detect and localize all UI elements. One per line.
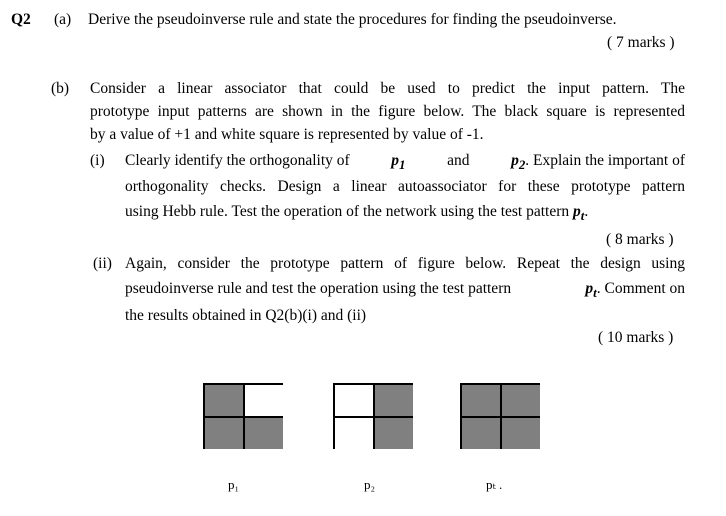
part-b-line-1: Consider a linear associator that could be used to predict the input pattern. The — [90, 80, 685, 97]
sub-ii-line-3: the results obtained in Q2(b)(i) and (ii) — [125, 307, 367, 324]
pattern-1-cell-1 — [205, 385, 243, 416]
symbol-p2: $p_2$ — [511, 152, 526, 173]
part-b-line-3: by a value of +1 and white square is represented by value of -1. — [90, 126, 484, 143]
symbol-p2-group: $p_2$. Explain the important of — [511, 152, 685, 173]
pattern-2-cell-1 — [335, 385, 373, 416]
pattern-2-hline — [335, 416, 411, 418]
pattern-1-cell-4 — [245, 418, 283, 449]
pattern-1-hline — [205, 416, 281, 418]
question-number: Q2 — [11, 11, 31, 28]
part-a-text: Derive the pseudoinverse rule and state the procedures for finding the pseudoinverse. — [88, 11, 617, 28]
pattern-3-cell-2 — [502, 385, 540, 416]
part-b-label: (b) — [51, 80, 70, 97]
pattern-1-cell-2 — [245, 385, 283, 416]
sub-i-and: and — [447, 152, 470, 169]
pattern-1-label: p₁ — [228, 477, 240, 492]
symbol-pt-ii: $p_t$ — [585, 280, 597, 301]
part-a-marks: ( 7 marks ) — [607, 34, 675, 51]
pattern-3-hline — [462, 416, 538, 418]
symbol-pt-ii-group: $p_t$. Comment on — [585, 280, 685, 301]
pattern-1-cell-3 — [205, 418, 243, 449]
sub-i-label: (i) — [90, 152, 105, 169]
pattern-1-grid — [203, 383, 283, 449]
pattern-2-cell-4 — [375, 418, 413, 449]
pattern-2-cell-3 — [335, 418, 373, 449]
pattern-2-label: p₂ — [364, 477, 376, 492]
pattern-3-cell-1 — [462, 385, 500, 416]
sub-i-line-1-pre: Clearly identify the orthogonality of — [125, 152, 350, 169]
sub-i-line-2: orthogonality checks. Design a linear autoassociator for these prototype pattern — [125, 178, 685, 195]
pattern-3-cell-4 — [502, 418, 540, 449]
pattern-3-label: pₜ . — [486, 477, 503, 492]
sub-ii-line-2-pre: pseudoinverse rule and test the operation using the test pattern — [125, 280, 512, 297]
sub-ii-line-1: Again, consider the prototype pattern of figure below. Repeat the design using — [125, 255, 685, 272]
sub-ii-marks: ( 10 marks ) — [598, 329, 674, 346]
sub-i-line-1 — [125, 152, 685, 173]
part-a-label: (a) — [54, 11, 72, 28]
sub-ii-line-2 — [125, 280, 685, 301]
part-b-line-2: prototype input patterns are shown in the figure below. The black square is represented — [90, 103, 685, 120]
symbol-p1: $p_1$ — [391, 152, 406, 173]
symbol-pt-i: $p_t$ — [573, 203, 585, 224]
pattern-2-grid — [333, 383, 413, 449]
pattern-3-grid — [460, 383, 540, 449]
pattern-2-cell-2 — [375, 385, 413, 416]
sub-i-marks: ( 8 marks ) — [606, 231, 674, 248]
pattern-3-cell-3 — [462, 418, 500, 449]
sub-i-line-3: using Hebb rule. Test the operation of the network using the test pattern $p_t$. — [125, 203, 589, 224]
sub-ii-label: (ii) — [93, 255, 112, 272]
